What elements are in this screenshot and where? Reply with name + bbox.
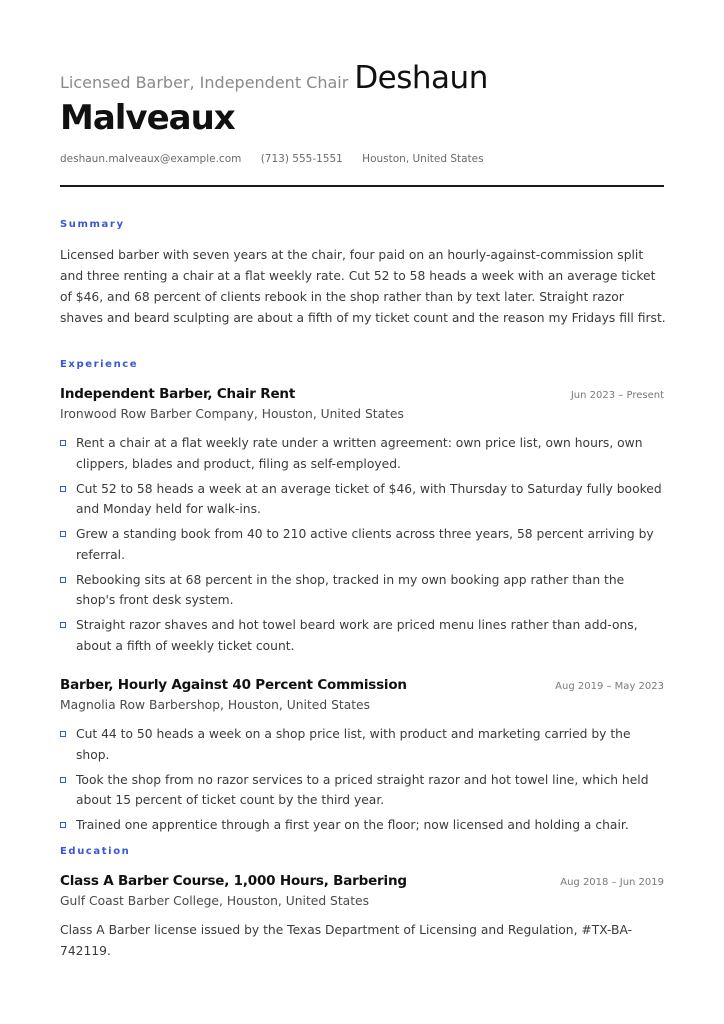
header-divider [60,185,664,187]
contact-line [60,153,500,165]
list-item: Cut 44 to 50 heads a week on a shop price list, with product and marketing carried by the shop. [60,724,664,765]
phone[interactable]: (713) 555-1551 [260,153,343,165]
experience-heading: Experience [60,359,139,370]
tagline: Licensed Barber, Independent Chair [60,73,349,92]
bullet-square-icon [60,440,66,446]
list-item: Straight razor shaves and hot towel beard work are priced menu lines rather than add-ons, about a fifth of weekly ticket count. [60,615,664,656]
list-item: Took the shop from no razor services to a priced straight razor and hot towel line, which held about 15 percent of ticket count by the third year. [60,770,664,811]
bullet-square-icon [60,822,66,828]
bullet-square-icon [60,777,66,783]
list-item: Cut 52 to 58 heads a week at an average ticket of $46, with Thursday to Saturday fully booked and Monday held for walk-ins. [60,479,664,520]
job-bullet-list [60,433,664,661]
job-organization: Magnolia Row Barbershop, Houston, United States [60,698,371,712]
job-dates: Aug 2019 – May 2023 [555,681,664,692]
last-name: Malveaux [60,98,235,138]
list-item: Grew a standing book from 40 to 210 active clients across three years, 58 percent arriving by referral. [60,524,664,565]
education-note: Class A Barber license issued by the Texas Department of Licensing and Regulation, #TX-BA-742119. [60,923,633,958]
list-item: Rebooking sits at 68 percent in the shop, tracked in my own booking app rather than the shop's front desk system. [60,570,664,611]
list-item: Trained one apprentice through a first year on the floor; now licensed and holding a chair. [60,815,664,836]
bullet-square-icon [60,622,66,628]
job-organization: Ironwood Row Barber Company, Houston, United States [60,407,404,421]
list-item: Rent a chair at a flat weekly rate under a written agreement: own price list, own hours, own clippers, blades and product, filing as self-employed. [60,433,664,474]
education-dates: Aug 2018 – Jun 2019 [560,877,664,888]
education-school: Gulf Coast Barber College, Houston, United States [60,894,370,908]
job-title: Barber, Hourly Against 40 Percent Commission [60,677,407,693]
email[interactable]: deshaun.malveaux@example.com [60,153,242,165]
summary-heading: Summary [60,219,125,230]
bullet-square-icon [60,486,66,492]
job-dates: Jun 2023 – Present [570,390,664,401]
summary-text: Licensed barber with seven years at the chair, four paid on an hourly-against-commission split and three renting a chair at a flat weekly rate. Cut 52 to 58 heads a week with an average ticket of $46, and 68 percent of clients rebook in the shop rather than by text later. Straight razor shaves and beard sculpting are about a fifth of my ticket count and the reason my Fridays fill first. [60,248,666,325]
location: Houston, United States [362,153,484,165]
education-title: Class A Barber Course, 1,000 Hours, Barbering [60,873,407,889]
education-heading: Education [60,846,131,857]
bullet-square-icon [60,531,66,537]
bullet-square-icon [60,731,66,737]
job-title: Independent Barber, Chair Rent [60,386,296,402]
name-block [60,60,664,140]
first-name: Deshaun [354,60,488,96]
bullet-square-icon [60,577,66,583]
job-bullet-list [60,724,664,840]
